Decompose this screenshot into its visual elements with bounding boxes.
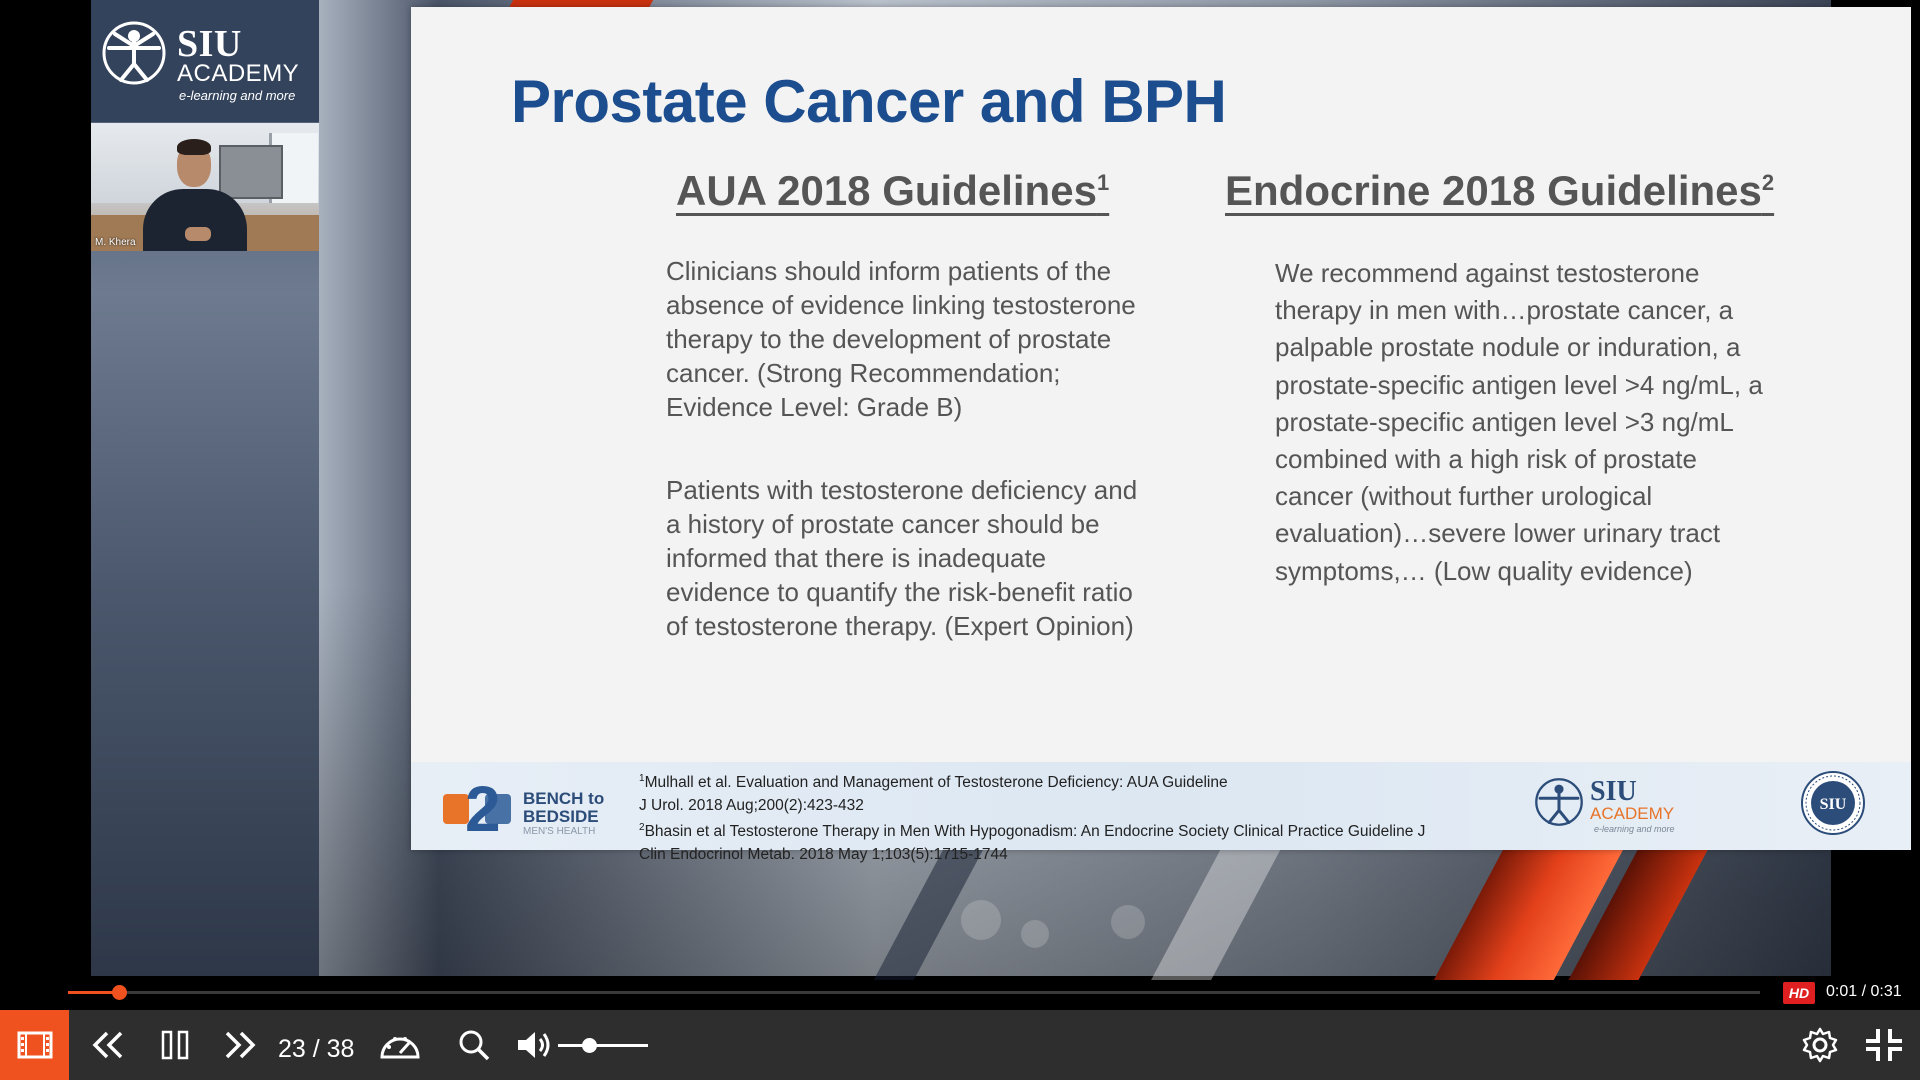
- logo-tagline: e-learning and more: [179, 88, 296, 103]
- volume-icon: [516, 1029, 554, 1061]
- b2b-line-2: BEDSIDE: [523, 807, 599, 826]
- ref1-text: Mulhall et al. Evaluation and Management of Testosterone Deficiency: AUA Guideline: [644, 774, 1228, 792]
- b2b-subtext: MEN'S HEALTH: [523, 826, 596, 837]
- slide-title: Prostate Cancer and BPH: [511, 68, 1227, 135]
- speaker-webcam: [91, 123, 319, 251]
- siu-academy-logo: [91, 0, 319, 122]
- sidebar: [91, 0, 319, 976]
- settings-gear-icon: [1801, 1026, 1839, 1064]
- aua-guidelines-heading: [676, 167, 1109, 215]
- b2b-text: [523, 790, 604, 826]
- webcam-picture-frame: [219, 145, 283, 199]
- progress-scrubber[interactable]: [112, 985, 127, 1000]
- pause-icon: [160, 1030, 190, 1060]
- logo-siu-text: SIU: [177, 23, 242, 65]
- progress-bar[interactable]: [68, 991, 1760, 994]
- background-bokeh: [1021, 920, 1049, 948]
- video-stage[interactable]: [91, 0, 1847, 976]
- ref1-sup: 1: [639, 773, 645, 784]
- exit-fullscreen-icon: [1864, 1027, 1904, 1063]
- ref2-sup: 2: [639, 822, 645, 834]
- ref2-text: Bhasin et al Testosterone Therapy in Men With Hypogonadism: An Endocrine Society Clinical Practice Guideline J: [644, 823, 1426, 841]
- page-indicator: 23 / 38: [278, 1035, 355, 1063]
- footer-siu-text: SIU: [1590, 776, 1637, 807]
- search-icon: [457, 1028, 491, 1062]
- endocrine-heading-text: Endocrine 2018 Guidelines: [1225, 167, 1762, 214]
- background-bokeh: [961, 900, 1001, 940]
- aua-heading-text: AUA 2018 Guidelines: [676, 167, 1097, 214]
- reference-2-line-2: Clin Endocrinol Metab. 2018 May 1;103(5):1715-1744: [639, 845, 1008, 863]
- footer-siu-tagline: e-learning and more: [1594, 824, 1675, 834]
- footer-academy-text: ACADEMY: [1590, 804, 1675, 823]
- pause-button[interactable]: [153, 1010, 197, 1080]
- speaker-body: [143, 189, 247, 251]
- aua-paragraph-2: Patients with testosterone deficiency and a history of prostate cancer should be informed that there is inadequate evidence to quantify the risk-benefit ratio of testosterone therapy. (Expert Opinion): [666, 475, 1138, 641]
- reference-1-line-1: [639, 768, 1425, 795]
- slide-footer: [411, 762, 1911, 863]
- endocrine-heading-sup: 2: [1761, 170, 1775, 195]
- presentation-slide: [411, 7, 1911, 863]
- b2b-numeral: 2: [465, 773, 501, 845]
- playback-speed-button[interactable]: [374, 1010, 426, 1080]
- next-slide-button[interactable]: [218, 1010, 262, 1080]
- speaker-hair: [177, 139, 211, 155]
- reference-2-line-1: [639, 817, 1425, 844]
- film-strip-icon: [17, 1031, 53, 1059]
- forward-icon: [223, 1030, 257, 1060]
- volume-knob[interactable]: [582, 1038, 597, 1053]
- exit-fullscreen-button[interactable]: [1860, 1010, 1908, 1080]
- chapters-button[interactable]: [0, 1010, 69, 1080]
- vitruvian-man-icon: [1534, 776, 1584, 828]
- footer-siu-logo: [1534, 772, 1694, 838]
- search-button[interactable]: [452, 1010, 496, 1080]
- background-bokeh: [1111, 905, 1145, 939]
- speedometer-icon: [377, 1027, 423, 1063]
- bench-to-bedside-logo: [441, 773, 631, 845]
- volume-slider[interactable]: [558, 1044, 648, 1047]
- endocrine-guidelines-heading: [1225, 167, 1774, 215]
- logo-academy-text: ACADEMY: [177, 60, 300, 87]
- previous-slide-button[interactable]: [86, 1010, 130, 1080]
- references: [639, 768, 1426, 863]
- aua-heading-sup: 1: [1096, 170, 1110, 195]
- settings-button[interactable]: [1796, 1010, 1844, 1080]
- time-display: 0:01 / 0:31: [1826, 983, 1902, 1000]
- siu-seal-icon: [1800, 770, 1866, 836]
- speaker-name: M. Khera: [95, 237, 136, 248]
- seal-text: SIU: [1819, 796, 1847, 813]
- aua-paragraph-1: Clinicians should inform patients of the absence of evidence linking testosterone therapy to the development of prostate cancer. (Strong Recommendation; Evidence Level: Grade B): [666, 256, 1136, 422]
- b2b-line-1: BENCH to: [523, 789, 605, 808]
- hd-badge[interactable]: HD: [1783, 982, 1815, 1004]
- reference-1-line-2: J Urol. 2018 Aug;200(2):423-432: [639, 796, 864, 814]
- endocrine-paragraph: We recommend against testosterone therapy in men with…prostate cancer, a palpable prostate nodule or induration, a prostate-specific antigen level >4 ng/mL, a prostate-specific antigen level >3 ng/mL combined with a high risk of prostate cancer (without further urological evaluation)…severe lower urinary tract symptoms,… (Low quality evidence): [1275, 258, 1763, 586]
- rewind-icon: [91, 1030, 125, 1060]
- vitruvian-man-icon: [101, 20, 167, 86]
- speaker-hands: [185, 227, 211, 241]
- mute-button[interactable]: [512, 1010, 558, 1080]
